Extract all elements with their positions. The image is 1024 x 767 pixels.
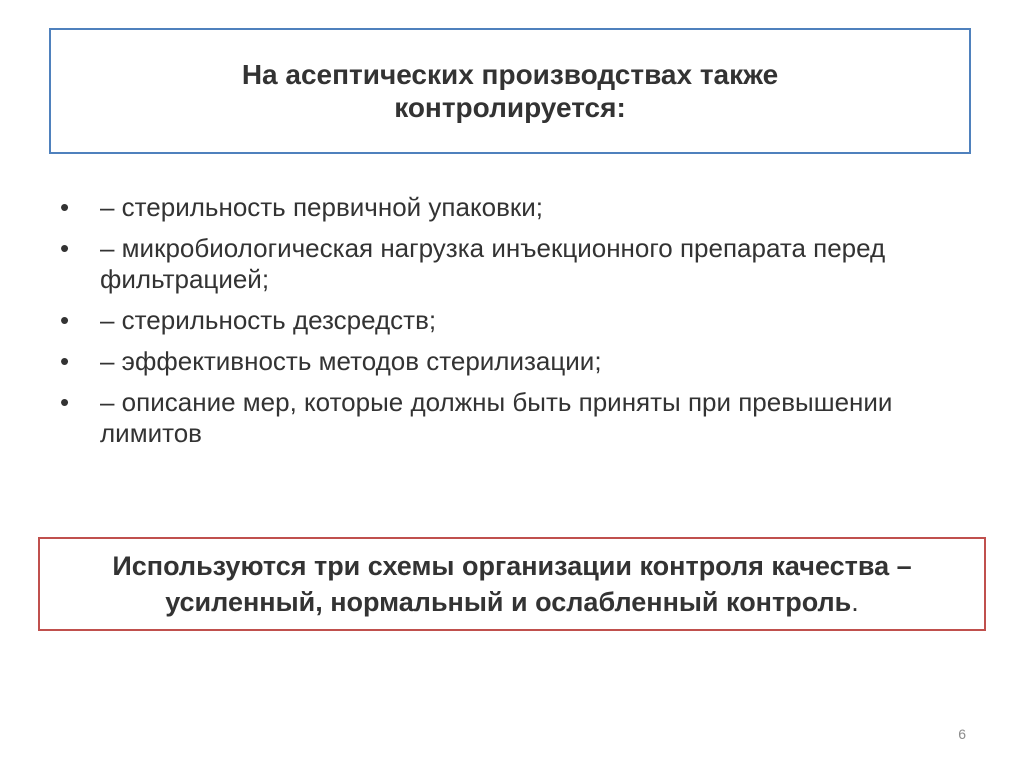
note-text [112,548,911,620]
slide-title [51,58,969,124]
note-period: . [851,587,859,617]
list-item [60,387,980,449]
bullet-icon: • [60,233,70,263]
list-item-text: – стерильность дезсредств; [100,305,437,335]
list-item-text: – стерильность первичной упаковки; [100,192,544,222]
bullet-list [60,192,980,459]
bullet-icon: • [60,305,70,335]
list-item [60,233,980,295]
bullet-icon: • [60,346,70,376]
title-box [49,28,971,154]
title-line: На асептических производствах также [241,59,779,90]
bullet-icon: • [60,387,70,417]
list-item [60,346,980,377]
list-item [60,305,980,336]
page-number: 6 [958,726,966,742]
list-item [60,192,980,223]
bullet-icon: • [60,192,70,222]
list-item-text: – эффективность методов стерилизации; [100,346,602,376]
list-item-text: – описание мер, которые должны быть приняты при превышении лимитов [100,387,893,448]
title-line: контролируется: [394,92,626,123]
note-line [112,584,911,620]
note-line-text: усиленный, нормальный и ослабленный контроль [165,587,852,617]
list-item-text: – микробиологическая нагрузка инъекционного препарата перед фильтрацией; [100,233,886,294]
note-line: Используются три схемы организации контроля качества – [112,551,912,581]
note-box [38,537,986,631]
